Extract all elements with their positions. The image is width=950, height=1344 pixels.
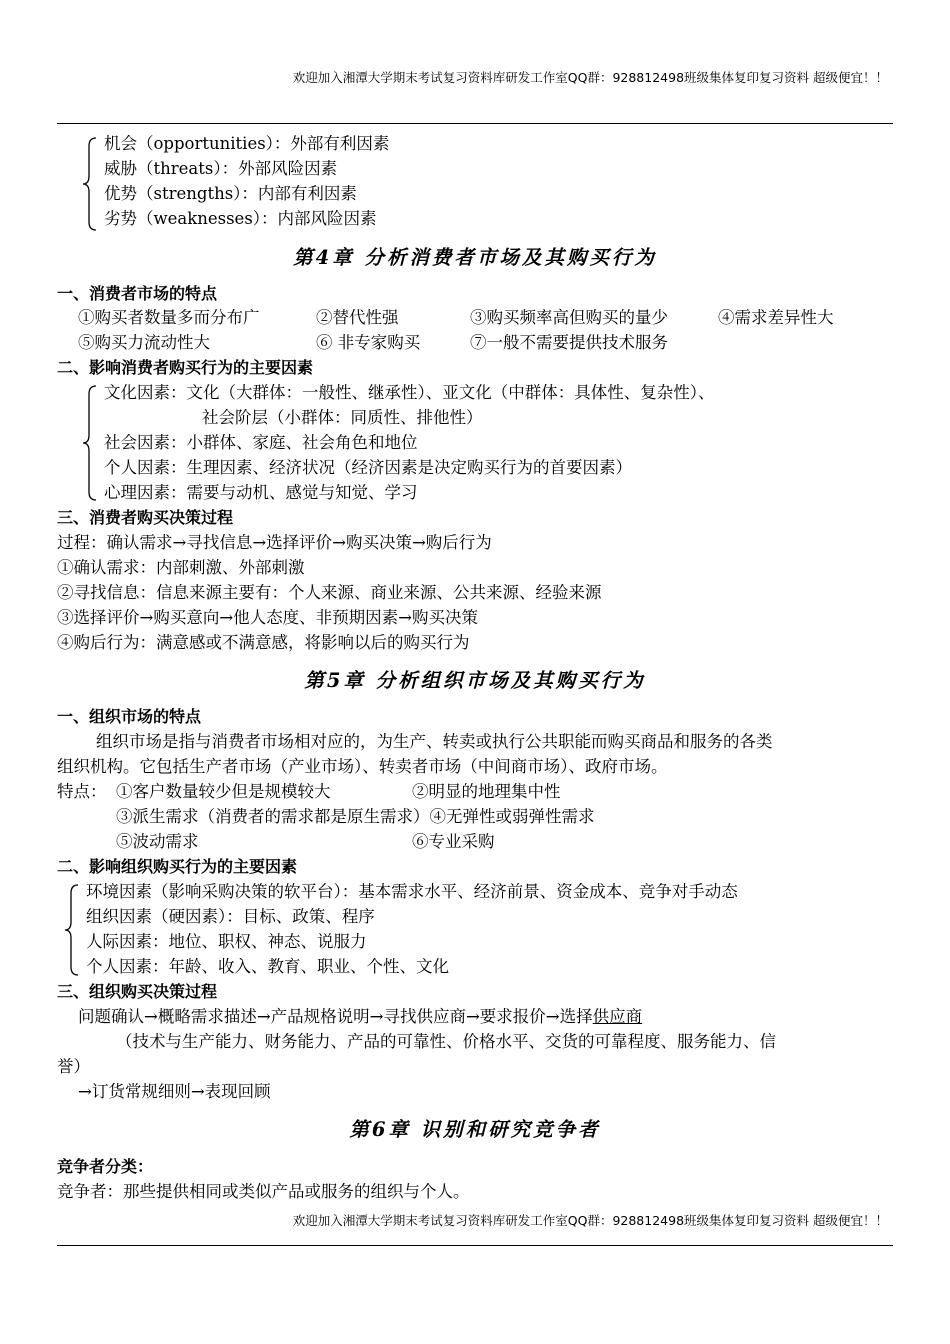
factor-line: 文化因素：文化（大群体：一般性、继承性）、亚文化（中群体：具体性、复杂性）、 [104,383,715,402]
process-line: ①确认需求：内部刺激、外部刺激 [57,558,305,577]
swot-line: 威胁（threats）：外部风险因素 [104,159,338,178]
feature-item: ⑤购买力流动性大 [78,333,210,352]
feature-item: ⑥专业采购 [412,832,495,851]
section-heading: 二、影响组织购买行为的主要因素 [57,857,298,876]
feature-item: ⑥ 非专家购买 [316,333,421,352]
feature-item: ④需求差异性大 [718,308,834,327]
brace-icon [62,883,82,977]
section-heading: 一、组织市场的特点 [57,707,202,726]
feature-label: 特点： [57,782,107,801]
factor-line: 个人因素：年龄、收入、教育、职业、个性、文化 [86,957,449,976]
header-rule [57,123,893,124]
chapter-title: 第6章 识别和研究竞争者 [349,1118,601,1141]
page-header: 欢迎加入湘潭大学期末考试复习资料库研发工作室QQ群：928812498班级集体复印复习资料 超级便宜！！ [292,70,888,85]
feature-item: ①购买者数量多而分布广 [78,308,260,327]
paragraph: 竞争者：那些提供相同或类似产品或服务的组织与个人。 [57,1182,470,1201]
factor-line: 社会阶层（小群体：同质性、排他性） [202,408,483,427]
paragraph: 组织市场是指与消费者市场相对应的，为生产、转卖或执行公共职能而购买商品和服务的各类 [96,732,773,751]
brace-icon [80,384,100,502]
feature-item: ⑤波动需求 [116,832,199,851]
swot-line: 优势（strengths）：内部有利因素 [104,184,357,203]
feature-item: ①客户数量较少但是规模较大 [116,782,331,801]
paragraph: 组织机构。它包括生产者市场（产业市场）、转卖者市场（中间商市场）、政府市场。 [57,757,668,776]
feature-item: ⑦一般不需要提供技术服务 [470,333,668,352]
process-line: ④购后行为：满意感或不满意感，将影响以后的购买行为 [57,633,470,652]
chapter-title: 第4章 分析消费者市场及其购买行为 [293,246,657,269]
feature-item: ③购买频率高但购买的量少 [470,308,668,327]
process-line: ②寻找信息：信息来源主要有：个人来源、商业来源、公共来源、经验来源 [57,583,602,602]
underlined-text: 供应商 [592,1007,643,1026]
section-heading: 三、消费者购买决策过程 [57,508,234,527]
process-line: 过程：确认需求→寻找信息→选择评价→购买决策→购后行为 [57,533,492,552]
factor-line: 心理因素：需要与动机、感觉与知觉、学习 [104,483,418,502]
process-line: ③选择评价→购买意向→他人态度、非预期因素→购买决策 [57,608,478,627]
section-heading: 一、消费者市场的特点 [57,284,218,303]
swot-line: 劣势（weaknesses）：内部风险因素 [104,209,377,228]
process-line: （技术与生产能力、财务能力、产品的可靠性、价格水平、交货的可靠程度、服务能力、信 [116,1032,776,1051]
process-line: 誉） [57,1057,90,1076]
process-text: 问题确认→概略需求描述→产品规格说明→寻找供应商→要求报价→选择 [78,1007,593,1026]
section-heading: 二、影响消费者购买行为的主要因素 [57,358,314,377]
feature-item: ③派生需求（消费者的需求都是原生需求）④无弹性或弱弹性需求 [116,807,595,826]
process-line: →订货常规细则→表现回顾 [78,1082,271,1101]
feature-item: ②明显的地理集中性 [412,782,561,801]
page-footer: 欢迎加入湘潭大学期末考试复习资料库研发工作室QQ群：928812498班级集体复印复习资料 超级便宜！！ [292,1213,888,1228]
factor-line: 个人因素：生理因素、经济状况（经济因素是决定购买行为的首要因素） [104,458,632,477]
feature-item: ②替代性强 [316,308,399,327]
factor-line: 环境因素（影响采购决策的软平台）：基本需求水平、经济前景、资金成本、竞争对手动态 [86,882,738,901]
swot-line: 机会（opportunities）：外部有利因素 [104,134,390,153]
chapter-title: 第5章 分析组织市场及其购买行为 [304,669,646,692]
process-line [78,1005,642,1029]
section-heading: 三、组织购买决策过程 [57,982,218,1001]
factor-line: 组织因素（硬因素）：目标、政策、程序 [86,907,375,926]
footer-rule [57,1245,893,1246]
factor-line: 人际因素：地位、职权、神态、说服力 [86,932,367,951]
factor-line: 社会因素：小群体、家庭、社会角色和地位 [104,433,418,452]
section-heading: 竞争者分类： [57,1157,154,1176]
brace-icon [80,136,100,232]
